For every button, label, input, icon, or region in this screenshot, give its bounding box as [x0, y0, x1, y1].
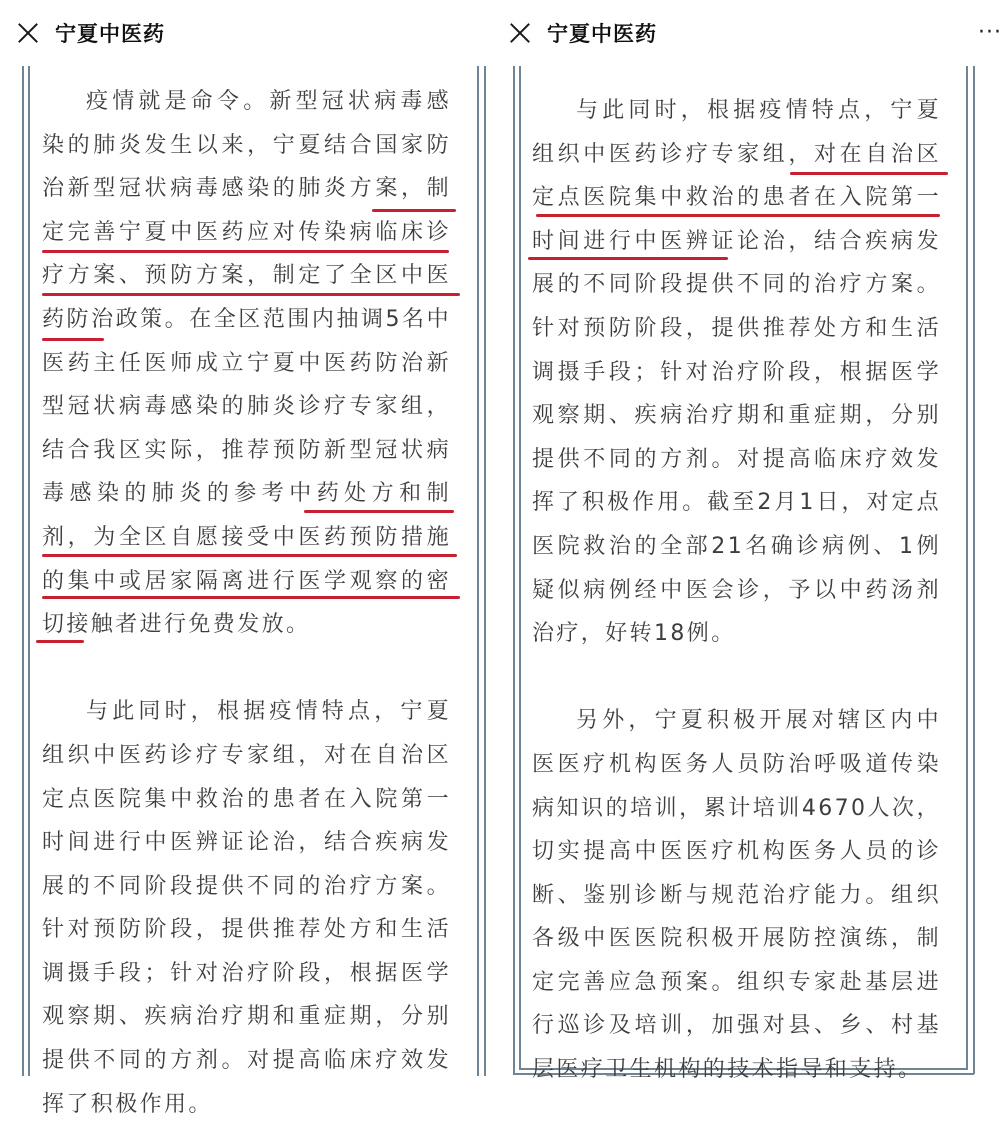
left-paragraph-1: 疫情就是命令。新型冠状病毒感染的肺炎发生以来，宁夏结合国家防治新型冠状病毒感染的肺炎方案，制定完善宁夏中医药应对传染病临床诊疗方案、预防方案，制定了全区中医药防治政策。在全区范围内抽调5名中医药主任医师成立宁夏中医药防治新型冠状病毒感染的肺炎诊疗专家组，结合我区实际，推荐预防新型冠状病毒感染的肺炎的参考中药处方和制剂，为全区自愿接受中医药预防措施的集中或居家隔离进行医学观察的密切接触者进行免费发放。	[42, 89, 451, 638]
right-header-title: 宁夏中医药	[547, 22, 657, 46]
right-paragraph-2: 另外，宁夏积极开展对辖区内中医医疗机构医务人员防治呼吸道传染病知识的培训，累计培训4670人次，切实提高中医医疗机构医务人员的诊断、鉴别诊断与规范治疗能力。组织各级中医医院积极开展防控演练，制定完善应急预案。组织专家赴基层进行巡诊及培训，加强对县、乡、村基层医疗卫生机构的技术指导和支持。	[532, 708, 941, 1083]
left-header-title: 宁夏中医药	[55, 22, 165, 46]
left-article-body	[42, 80, 451, 1126]
right-article-body	[532, 89, 941, 1092]
left-header	[0, 0, 480, 66]
close-icon[interactable]	[509, 22, 531, 44]
left-paragraph-2: 与此同时，根据疫情特点，宁夏组织中医药诊疗专家组，对在自治区定点医院集中救治的患者在入院第一时间进行中医辨证论治，结合疾病发展的不同阶段提供不同的治疗方案。针对预防阶段，提供推荐处方和生活调摄手段；针对治疗阶段，根据医学观察期、疾病治疗期和重症期，分别提供不同的方剂。对提高临床疗效发挥了积极作用。	[42, 699, 451, 1117]
right-paragraph-1: 与此同时，根据疫情特点，宁夏组织中医药诊疗专家组，对在自治区定点医院集中救治的患者在入院第一时间进行中医辨证论治，结合疾病发展的不同阶段提供不同的治疗方案。针对预防阶段，提供推荐处方和生活调摄手段；针对治疗阶段，根据医学观察期、疾病治疗期和重症期，分别提供不同的方剂。对提高临床疗效发挥了积极作用。截至2月1日，对定点医院救治的全部21名确诊病例、1例疑似病例经中医会诊，予以中药汤剂治疗，好转18例。	[532, 98, 941, 647]
right-header	[492, 0, 1002, 66]
close-icon[interactable]	[17, 22, 39, 44]
more-icon[interactable]: ···	[978, 20, 1002, 45]
